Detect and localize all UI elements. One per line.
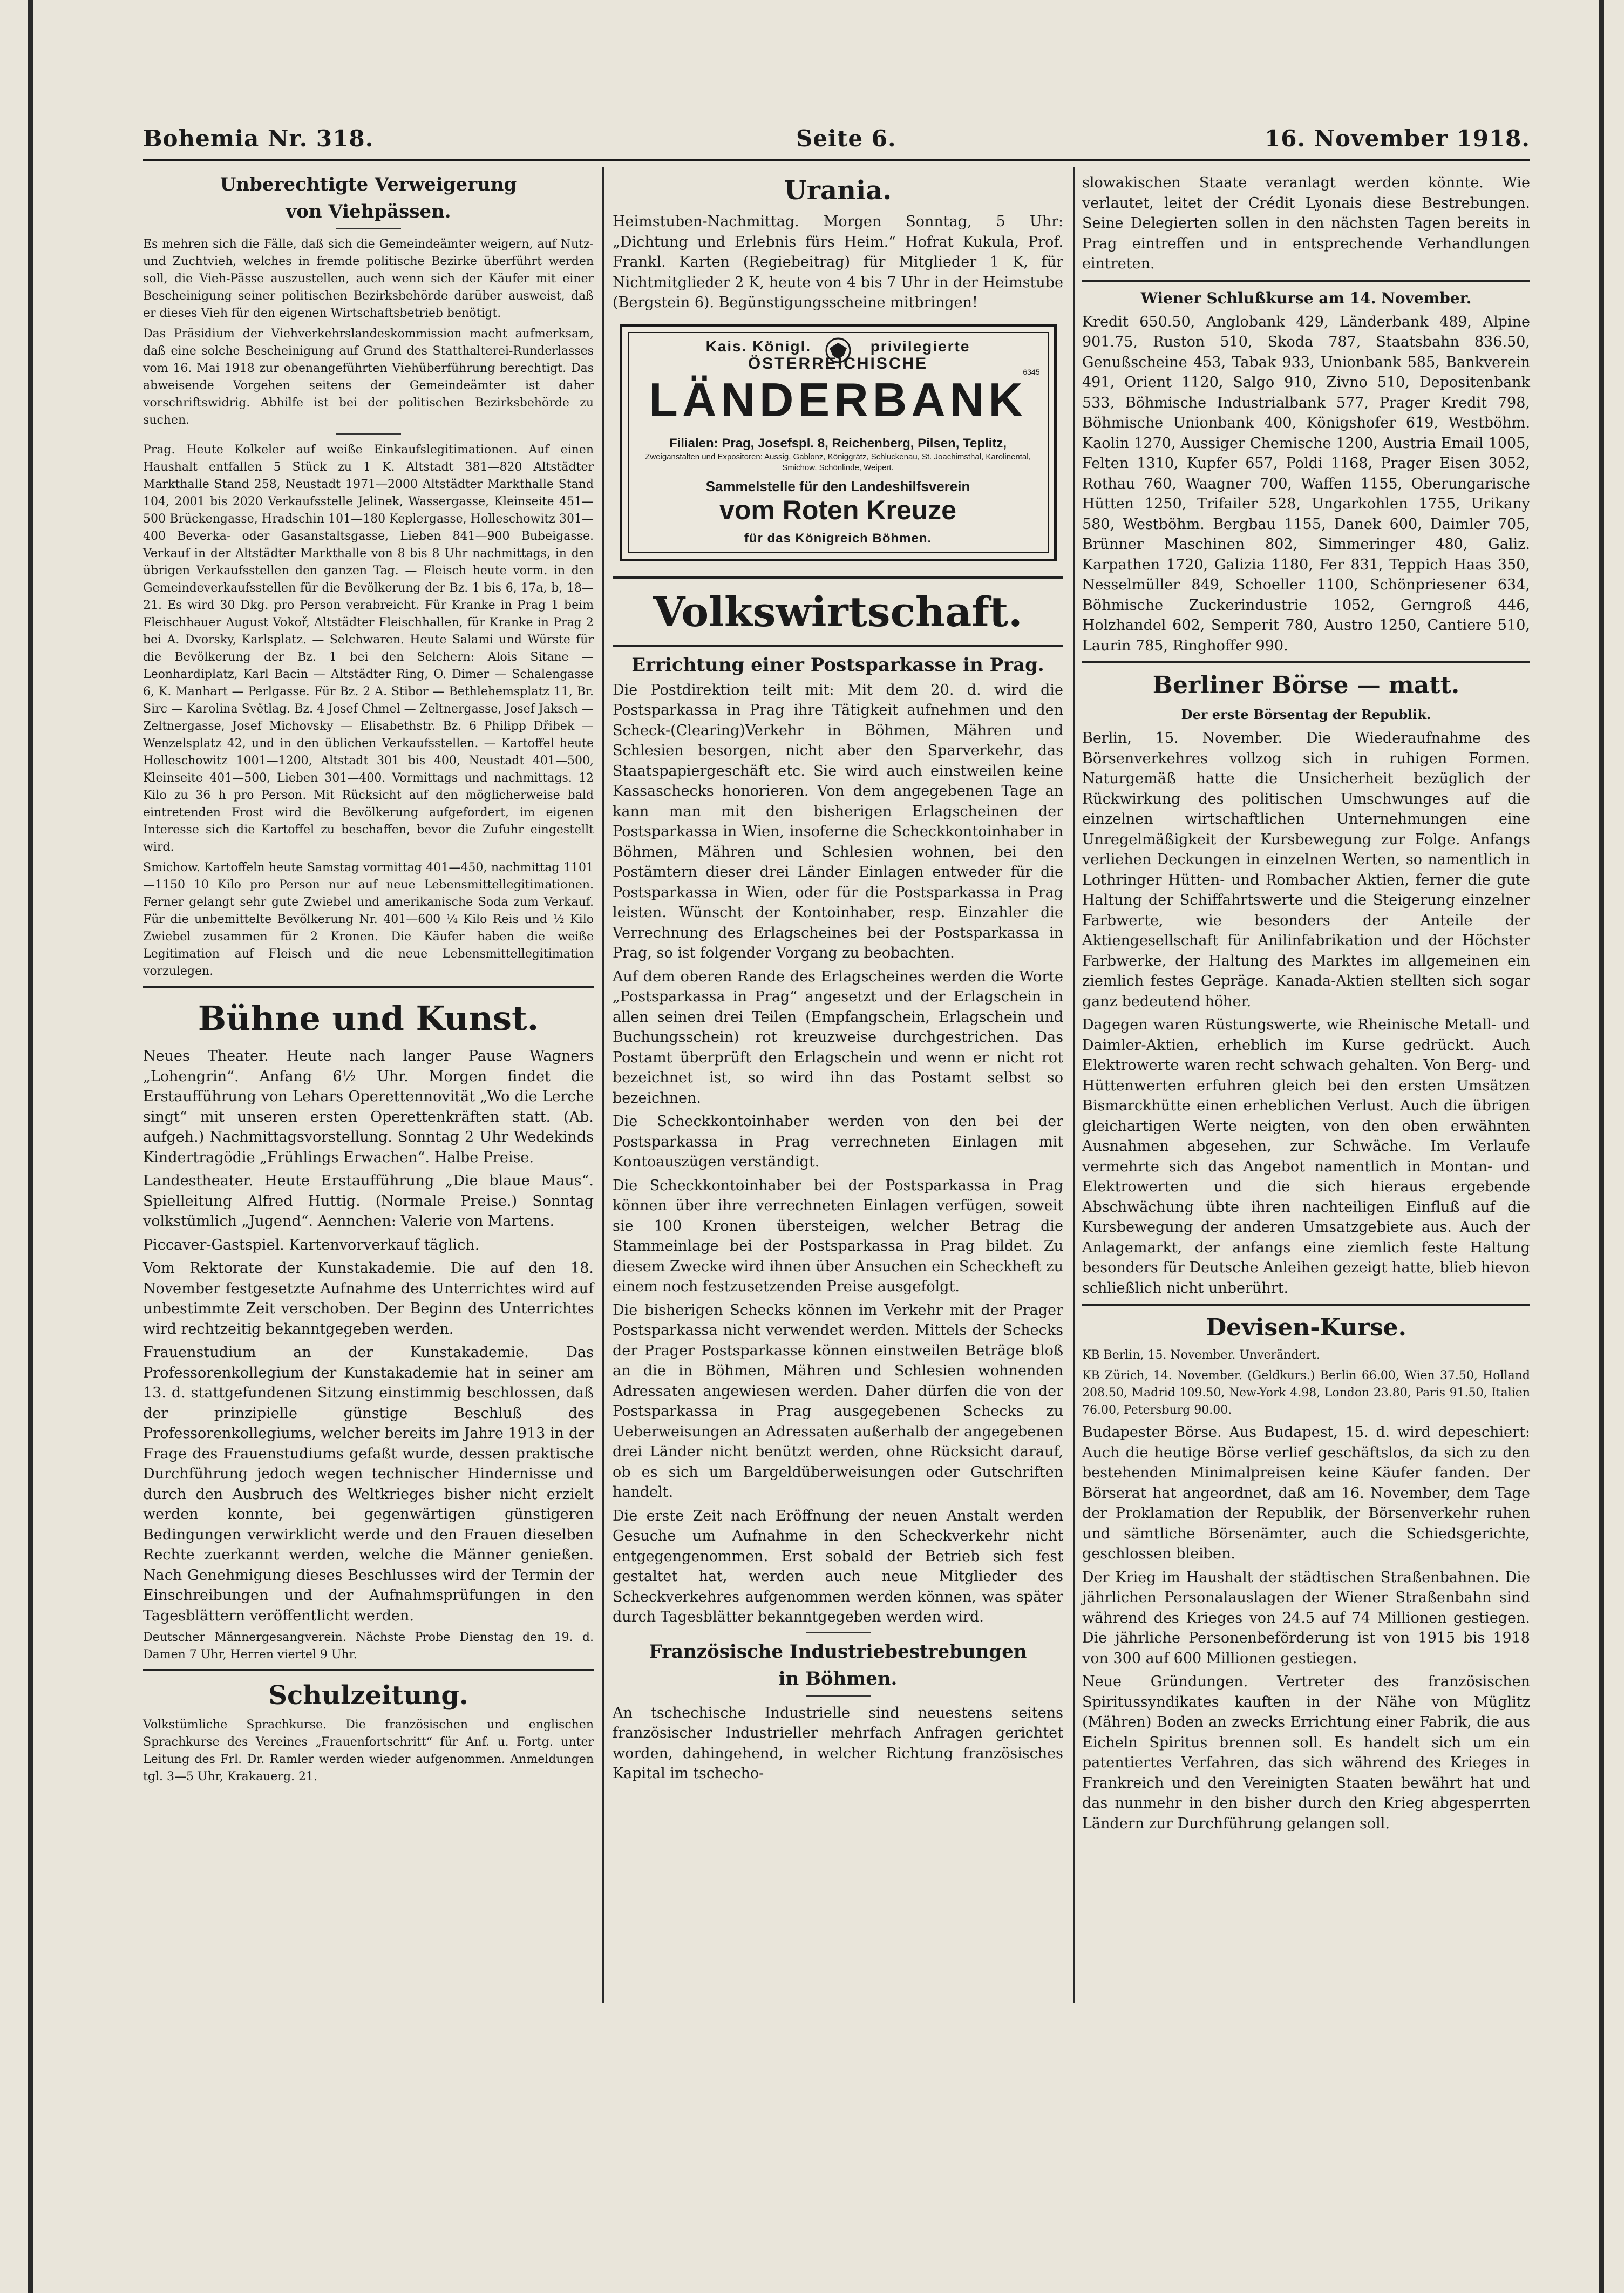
header-date: 16. November 1918. bbox=[1264, 125, 1530, 152]
paragraph: KB Berlin, 15. November. Unverändert. bbox=[1082, 1348, 1320, 1362]
paragraph: Heimstuben-Nachmittag. Morgen Sonntag, 5 Uhr: „Dichtung und Erlebnis fürs Heim.“ Hofrat Kukula, Prof. Frankl. Karten (Regiebeitrag) für Mitglieder 1 K, für Nichtmitglieder 2 K, heute von 4 bis 7 Uhr in der Heimstube (Bergstein 6). Begünstigungsscheine mitbringen! bbox=[613, 213, 1063, 311]
paragraph: Budapester Börse. Aus Budapest, 15. d. wird depeschiert: Auch die heutige Börse verlief geschäftslos, da sich zu den bestehenden Minimalpreisen keine Käufer fanden. Der Börserat hat angeordnet, daß am 16. November, dem Tage der Proklamation der Republik, der Börsenverkehr ruhen und sämtliche Börsenämter, auch die Schiedsgerichte, geschlossen bleiben. bbox=[1082, 1424, 1530, 1562]
header-issue: Bohemia Nr. 318. bbox=[143, 125, 374, 152]
ad-line: Filialen: Prag, Josefspl. 8, Reichenberg, Pilsen, Teplitz, bbox=[669, 436, 1007, 451]
article-heading: Unberechtigte Verweigerung bbox=[220, 174, 517, 195]
ad-line: ÖSTERREICHISCHE bbox=[748, 354, 928, 372]
paragraph: Frauenstudium an der Kunstakademie. Das Professorenkollegium der Kunstakademie hat in seiner am 13. d. stattgefundenen Sitzung einstimmig beschlossen, daß der prinzipielle günstige Beschluß des Professorenkollegiums, welcher bereits im Jahre 1913 in der Frage des Frauenstudiums gefaßt wurde, dessen praktische Durchführung jedoch wegen technischer Hindernisse und durch den Ausbruch des Weltkrieges bisher nicht erzielt werden konnte, bei gegenwärtigen günstigeren Bedingungen verwirklicht werde und den Frauen dieselben Rechte zuerkannt werden, welche die Männer genießen. Nach Genehmigung dieses Beschlusses wird der Termin der Einschreibungen und der Aufnahmsprüfungen in den Tagesblättern veröffentlicht werden. bbox=[143, 1344, 594, 1624]
header-page-number: Seite 6. bbox=[796, 125, 896, 152]
paragraph: Der Krieg im Haushalt der städtischen Straßenbahnen. Die jährlichen Personalauslagen der Wiener Straßenbahn sind während des Krieges von 24.5 auf 74 Millionen gestiegen. Die jährliche Personenbeförderung ist von 1915 bis 1918 von 300 auf 600 Millionen gestiegen. bbox=[1082, 1569, 1530, 1667]
section-heading: Bühne und Kunst. bbox=[198, 999, 539, 1038]
paragraph: Dagegen waren Rüstungswerte, wie Rheinische Metall- und Daimler-Aktien, erheblich im Kurse gedrückt. Auch Elektrowerte waren recht schwach gehalten. Von Berg- und Hüttenwerten erfuhren gleich bei den ersten Umsätzen Bismarckhütte einen erheblichen Verlust. Auch die übrigen gleichartigen Werte neigten, von den oben erwähnten Ausnahmen abgesehen, zur Schwäche. Im Verlaufe vermehrte sich das Angebot namentlich in Montan- und Elektrowerten und die sich hieraus ergebende Abschwächung übte ihren nachteiligen Einfluß auf die Kursbewegung der anderen Umsatzgebiete aus. Auch der Anlagemarkt, der anfangs eine ziemlich feste Haltung besonders für Deutsche Anleihen gezeigt hatte, blieb hievon schließlich nicht unberührt. bbox=[1082, 1016, 1530, 1297]
paragraph: Landestheater. Heute Erstaufführung „Die blaue Maus“. Spielleitung Alfred Huttig. (Normale Preise.) Sonntag volkstümlich „Jugend“. Aennchen: Valerie von Martens. bbox=[143, 1172, 594, 1230]
divider bbox=[336, 228, 401, 229]
ad-text: Kais. Königl. bbox=[705, 337, 812, 355]
section-rule bbox=[1082, 280, 1530, 282]
paragraph: Piccaver-Gastspiel. Kartenvorverkauf täglich. bbox=[143, 1236, 480, 1253]
divider bbox=[806, 1632, 871, 1633]
section-rule bbox=[1082, 661, 1530, 663]
paragraph: Neue Gründungen. Vertreter des französischen Spiritussyndikates kauften in der Nähe von Müglitz (Mähren) Boden an zwecks Errichtung einer Fabrik, die aus Eicheln Spiritus brennen soll. Es handelt sich um ein patentiertes Verfahren, das sich während des Krieges in Frankreich und den Vereinigten Staaten bewährt hat und das nunmehr in den bisher durch den Krieg abgesperrten Ländern zur Durchführung gelangen soll. bbox=[1082, 1673, 1530, 1832]
article-heading: Devisen-Kurse. bbox=[1206, 1314, 1406, 1341]
column-1 bbox=[143, 173, 594, 1789]
paragraph: Smichow. Kartoffeln heute Samstag vormittag 401—450, nachmittag 1101—1150 10 Kilo pro Person nur auf neue Lebensmittellegitimationen. Ferner gelangt sehr gute Zwiebel und amerikanische Soda zum Verkauf. Für die unbemittelte Bevölkerung Nr. 401—600 ¼ Kilo Reis und ½ Kilo Zwiebel zusammen für 2 Kronen. Die Käufer haben die weiße Legitimation auf Fleisch und die neue Lebensmittellegitimation vorzulegen. bbox=[143, 861, 594, 978]
article-heading: Errichtung einer Postsparkasse in Prag. bbox=[631, 654, 1044, 676]
article-heading: Berliner Börse — matt. bbox=[1152, 671, 1460, 699]
paragraph: Vom Rektorate der Kunstakademie. Die auf den 18. November festgesetzte Aufnahme des Unterrichtes wird auf unbestimmte Zeit verschoben. Der Beginn des Unterrichtes wird rechtzeitig bekanntgegeben werden. bbox=[143, 1260, 594, 1338]
article-heading: Wiener Schlußkurse am 14. November. bbox=[1140, 289, 1472, 307]
paragraph: An tschechische Industrielle sind neuestens seitens französischer Industrieller mehrfach Anfragen gerichtet worden, dahingehend, in welcher Richtung französisches Kapital im tschecho- bbox=[613, 1704, 1063, 1782]
paragraph: KB Zürich, 14. November. (Geldkurs.) Berlin 66.00, Wien 37.50, Holland 208.50, Madrid 109.50, New-York 4.98, London 23.80, Paris 91.50, Italien 76.00, Petersburg 90.00. bbox=[1082, 1369, 1530, 1417]
paragraph: Das Präsidium der Viehverkehrslandeskommission macht aufmerksam, daß eine solche Bescheinigung auf Grund des Statthalterei-Runderlasses vom 16. Mai 1918 zur obenangeführten Viehüberführung berechtigt. Das abweisende Vorgehen seitens der Gemeindeämter ist daher vorschriftswidrig. Abhilfe ist bei der politischen Bezirksbehörde zu suchen. bbox=[143, 327, 594, 427]
scan-border-right bbox=[1599, 0, 1604, 2293]
paragraph: Die erste Zeit nach Eröffnung der neuen Anstalt werden Gesuche um Aufnahme in den Scheckverkehr nicht entgegengenommen. Erst sobald der Betrieb sich fest gestaltet hat, werden auch neue Mitglieder des Scheckverkehres aufgenommen werden können, was später durch Tagesblätter bekanntgegeben werden wird. bbox=[613, 1507, 1063, 1625]
paragraph: Berlin, 15. November. Die Wiederaufnahme des Börsenverkehres vollzog sich in ruhigen Formen. Naturgemäß hatte die Unsicherheit bezüglich der Rückwirkung des politischen Umschwunges auf die einzelnen wirtschaftlichen Unternehmungen eine Unregelmäßigkeit der Kursbewegung zur Folge. Anfangs verliehen Deckungen in einzelnen Werten, so namentlich in Lothringer Hütten- und Rombacher Aktien, ferner die gute Haltung der Schiffahrtswerte und die Steigerung einzelner Farbwerte, wie besonders der Anteile der Aktiengesellschaft für Anilinfabrikation und der Höchster Farbwerke, der Haltung des Marktes im allgemeinen ein ziemlich festes Gepräge. Kanada-Aktien stellten sich sogar ganz bedeutend höher. bbox=[1082, 730, 1530, 1010]
paragraph: Die Scheckkontoinhaber bei der Postsparkassa in Prag können über ihre verrechneten Einlagen verfügen, soweit sie 100 Kronen übersteigen, welcher Betrag die Stammeinlage bei der Postsparkassa in Prag bildet. Zu diesem Zwecke wird ihnen über Ansuchen ein Scheckheft zu einem noch festzusetzenden Preise ausgefolgt. bbox=[613, 1177, 1063, 1295]
scan-border-left bbox=[28, 0, 33, 2293]
page-header bbox=[143, 125, 1530, 158]
section-heading: Volkswirtschaft. bbox=[653, 587, 1023, 636]
divider bbox=[806, 1695, 871, 1697]
section-rule bbox=[613, 645, 1063, 647]
paragraph: Die bisherigen Schecks können im Verkehr mit der Prager Postsparkassa nicht verwendet werden. Mittels der Schecks der Prager Postsparkasse können einstweilen Beträge bloß an die in Böhmen, Mähren und Schlesien wohnenden Adressaten angewiesen werden. Daher dürfen die von der Postsparkassa in Prag ausgegebenen Schecks zu Ueberweisungen an Adressaten außerhalb der angegebenen drei Länder nicht benützt werden, ohne Rücksicht darauf, ob es sich um Bargeldüberweisungen oder Gutschriften handelt. bbox=[613, 1301, 1063, 1501]
article-heading: in Böhmen. bbox=[778, 1667, 898, 1690]
divider bbox=[336, 433, 401, 435]
column-3 bbox=[1082, 173, 1530, 1837]
paragraph: slowakischen Staate veranlagt werden könnte. Wie verlautet, leitet der Crédit Lyonais diese Bestrebungen. Seine Delegierten sollen in den nächsten Tagen bereits in Prag eintreffen und in entsprechende Verhandlungen eintreten. bbox=[1082, 174, 1530, 272]
article-heading: von Viehpässen. bbox=[286, 201, 451, 222]
paragraph: Es mehren sich die Fälle, daß sich die Gemeindeämter weigern, auf Nutz- und Zuchtvieh, welches in fremde politische Bezirke überführt werden soll, die Vieh-Pässe auszustellen, auch wenn sich der Käufer mit einer Bescheinigung seiner politischen Bezirksbehörde darüber ausweist, daß er dieses Vieh für den eigenen Wirtschaftsbetrieb benötigt. bbox=[143, 238, 594, 320]
paragraph: Die Scheckkontoinhaber werden von den bei der Postsparkassa in Prag verrechneten Einlagen mit Kontoauszügen verständigt. bbox=[613, 1113, 1063, 1170]
section-heading: Schulzeitung. bbox=[268, 1680, 468, 1711]
paragraph: Kredit 650.50, Anglobank 429, Länderbank 489, Alpine 901.75, Ruston 510, Skoda 787, Staatsbahn 836.50, Genußscheine 453, Tabak 933, Unionbank 585, Bankverein 491, Orient 1120, Salgo 910, Zivno 510, Depositenbank 533, Böhmische Industrialbank 577, Prager Kredit 798, Böhmische Unionbank 400, Königshofer 619, Westböhm. Kaolin 1270, Aussiger Chemische 1200, Austria Email 1005, Felten 1310, Kupfer 657, Poldi 1168, Prager Eisen 3052, Rothau 760, Waagner 700, Waffen 1155, Oberungarische Hütten 1250, Trifailer 528, Ungarkohlen 1755, Urikany 580, Westböhm. Bergbau 1155, Danek 600, Daimler 705, Brünner Maschinen 802, Simmeringer 480, Galiz. Karpathen 1720, Galizia 1180, Fer 831, Teppich Haas 350, Nesselmüller 849, Schoeller 1100, Schönpriesener 634, Böhmische Zuckerindustrie 1052, Gerngroß 446, Holzhandel 602, Semperit 780, Austro 1250, Cantiere 510, Laurin 785, Ringhoffer 990. bbox=[1082, 313, 1530, 654]
section-rule bbox=[613, 576, 1063, 579]
laenderbank-advertisement bbox=[620, 324, 1057, 561]
paragraph: Neues Theater. Heute nach langer Pause Wagners „Lohengrin“. Anfang 6½ Uhr. Morgen findet die Erstaufführung von Lehars Operettennovität „Wo die Lerche singt“ mit unseren ersten Operettenkräften statt. (Ab. aufgeh.) Nachmittagsvorstellung. Sonntag 2 Uhr Wedekinds Kindertragödie „Frühlings Erwachen“. Halbe Preise. bbox=[143, 1048, 594, 1166]
section-rule bbox=[143, 986, 594, 988]
section-rule bbox=[143, 1669, 594, 1671]
column-rule-1 bbox=[602, 167, 604, 2003]
ad-text: privilegierte bbox=[870, 337, 970, 355]
column-rule-2 bbox=[1073, 167, 1075, 2003]
paragraph: Auf dem oberen Rande des Erlagscheines werden die Worte „Postsparkassa in Prag“ angesetzt und der Erlagschein in allen seinen drei Teilen (Empfangschein, Erlagschein und Buchungsschein) rot kreuzweise durchgestrichen. Das Postamt überprüft den Erlagschein und wenn er nicht rot bezeichnet ist, so wird ihn das Postamt selbst so bezeichnen. bbox=[613, 968, 1063, 1107]
paragraph: Volkstümliche Sprachkurse. Die französischen und englischen Sprachkurse des Vereines „Frauenfortschritt“ für Anf. u. Fortg. unter Leitung des Frl. Dr. Ramler werden wieder aufgenommen. Anmeldungen tgl. 3—5 Uhr, Krakauerg. 21. bbox=[143, 1718, 594, 1783]
paragraph: Deutscher Männergesangverein. Nächste Probe Dienstag den 19. d. Damen 7 Uhr, Herren viertel 9 Uhr. bbox=[143, 1631, 594, 1661]
ad-line: für das Königreich Böhmen. bbox=[744, 531, 932, 546]
ad-bank-name: LÄNDERBANK bbox=[649, 372, 1027, 426]
section-rule bbox=[1082, 1304, 1530, 1306]
ad-line: Sammelstelle für den Landeshilfsverein bbox=[705, 478, 970, 494]
column-2 bbox=[613, 173, 1063, 1787]
ad-number: 6345 bbox=[1023, 367, 1040, 376]
section-heading: Urania. bbox=[784, 175, 892, 206]
paragraph: Die Postdirektion teilt mit: Mit dem 20. d. wird die Postsparkassa in Prag ihre Tätigkeit aufnehmen und den Scheck-(Clearing)Verkehr in Böhmen, Mähren und Schlesien besorgen, nicht aber den Sparverkehr, das Staatspapiergeschäft etc. Sie wird auch einstweilen keine Kassaschecks honorieren. Von dem angegebenen Tage an kann man mit den bisherigen Erlagscheinen der Postsparkassa in Wien, insoferne die Scheckkontoinhaber in Böhmen, Mähren und Schlesien wohnen, bei den Postämtern dieser drei Länder Einlagen entweder für die Postsparkassa in Wien, oder für die Postsparkassa in Prag leisten. Wünscht der Kontoinhaber, resp. Einzahler die Verrechnung des Erlagscheines bei der Postsparkassa in Prag, so ist folgender Vorgang zu beobachten. bbox=[613, 681, 1063, 961]
header-rule bbox=[143, 159, 1530, 161]
paragraph: Prag. Heute Kolkeler auf weiße Einkaufslegitimationen. Auf einen Haushalt entfallen 5 Stück zu 1 K. Altstadt 381—820 Altstädter Markthalle Stand 258, Neustadt 1971—2000 Altstädter Markthalle Stand 104, 2001 bis 2020 Verkaufsstelle Jelinek, Wassergasse, Kleinseite 451—500 Brückengasse, Hradschin 101—180 Keplergasse, Holleschowitz 301—400 Beverka- oder Gasanstaltsgasse, Lieben 841—900 Bubeigasse. Verkauf in der Altstädter Markthalle von 8 bis 8 Uhr nachmittags, in den übrigen Verkaufsstellen den ganzen Tag. — Fleisch heute vorm. in den Gemeindeverkaufsstellen für die Bevölkerung der Bz. 1 bis 6, 17a, b, 18—21. Es wird 30 Dkg. pro Person verabreicht. Für Kranke in Prag 1 beim Fleischhauer August Vokoř, Altstädter Fleischhallen, für Kranke in Prag 2 bei A. Dvorsky, Karlsplatz. — Selchwaren. Heute Salami und Würste für die Bevölkerung der Bz. 1 bei den Selchern: Alois Sitane — Leonhardiplatz, Karl Bacin — Altstädter Ring, O. Dimer — Schalengasse 6, K. Manhart — Perlgasse. Für Bz. 2 A. Stibor — Bethlehemsplatz 11, Br. Sirc — Karolina Světlag. Bz. 4 Josef Chmel — Zeltnergasse, Josef Jaksch — Zeltnergasse, Josef Michovsky — Elisabethstr. Bz. 6 Philipp Dřibek — Wenzelsplatz 42, und in den üblichen Verkaufsstellen. — Kartoffel heute Holleschowitz 1001—1200, Altstadt 301 bis 400, Neustadt 401—500, Kleinseite 401—500, Lieben 301—400. Vormittags und nachmittags. 12 Kilo zu 36 h pro Person. Mit Rücksicht auf den möglicherweise bald eintretenden Frost wird die Bevölkerung aufgefordert, im eigenen Interesse sich die Kartoffel zu beschaffen, bevor die Zufuhr eingestellt wird. bbox=[143, 443, 594, 854]
ad-line: Zweiganstalten und Expositoren: Aussig, Gablonz, Königgrätz, Schluckenau, St. Joachimsthal, Karolinental, Smichow, Schönlinde, Weipert. bbox=[645, 452, 1031, 472]
article-subheading: Der erste Börsentag der Republik. bbox=[1181, 707, 1431, 722]
ad-line: vom Roten Kreuze bbox=[719, 494, 956, 525]
article-heading: Französische Industriebestrebungen bbox=[649, 1640, 1027, 1663]
